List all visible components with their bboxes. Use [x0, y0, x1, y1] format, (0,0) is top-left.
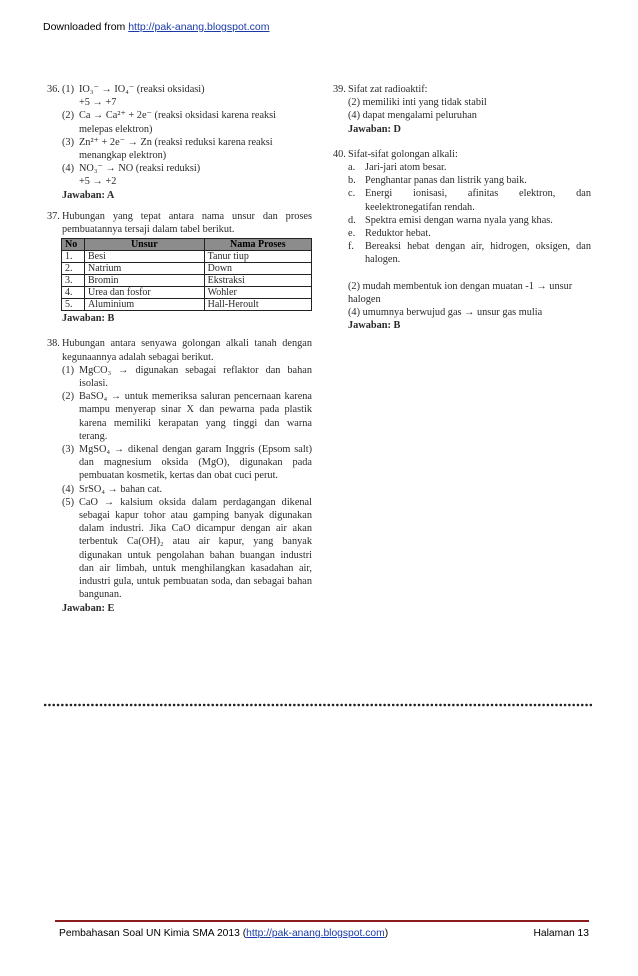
page-footer: Pembahasan Soal UN Kimia SMA 2013 (http://pak-anang.blogspot.com) Halaman 13	[59, 928, 589, 939]
table-row: 1. Besi Tanur tiup	[62, 251, 312, 263]
list-item: (5) CaO → kalsium oksida dalam perdagangan dikenal sebagai kapur tohor atau gamping banyak digunakan dalam industri. Jika CaO dicampur dengan air akan terbentuk Ca(OH)₂ atau air kapur, yang banyak digunakan untuk pengolahan bahan buangan industri dan air limbah, untuk menghilangkan kasadahan air, industri gula, untuk pembuatan soda, dan sebagai bahan bangunan.	[62, 496, 312, 601]
footer-title: Pembahasan Soal UN Kimia SMA 2013 (	[59, 928, 247, 939]
list-item: (4) dapat mengalami peluruhan	[348, 110, 477, 122]
list-item: (2) BaSO₄ → untuk memeriksa saluran pencernaan karena mampu menyerap sinar X dan pewarna pada plastik karena memiliki kerapatan yang tinggi dan warna terang.	[62, 391, 312, 442]
list-item: b. Penghantar panas dan listrik yang baik.	[348, 175, 527, 187]
question-39	[333, 83, 591, 136]
column-header: Unsur	[85, 239, 205, 251]
list-item-sub: melepas elektron)	[79, 123, 153, 135]
list-item: (4) umumnya berwujud gas → unsur gas mulia	[348, 307, 543, 319]
dotted-divider	[43, 703, 592, 707]
question-number: 39.	[333, 84, 346, 95]
list-item-sub: +5 → +7	[79, 97, 117, 109]
column-header: No	[62, 239, 85, 251]
question-number: 36.	[47, 84, 60, 95]
list-item: (3) MgSO₄ → dikenal dengan garam Inggris (Epsom salt) dan magnesium oksida (MgO), digunakan pada pembuatan kosmetik, kertas dan obat cuci perut.	[62, 444, 312, 482]
table-row: 4. Urea dan fosfor Wohler	[62, 287, 312, 299]
header-link[interactable]: http://pak-anang.blogspot.com	[128, 21, 270, 33]
list-item: e. Reduktor hebat.	[348, 228, 431, 240]
question-number: 37.	[47, 210, 60, 222]
question-37	[47, 210, 312, 326]
process-table	[61, 238, 312, 311]
answer: Jawaban: D	[348, 123, 401, 135]
footer-rule	[55, 920, 589, 922]
table-header-row	[62, 239, 312, 251]
question-text: Hubungan antara senyawa golongan alkali tanah dengan kegunaannya adalah sebagai berikut.	[62, 338, 312, 363]
answer: Jawaban: B	[348, 320, 401, 332]
footer-link[interactable]: http://pak-anang.blogspot.com	[246, 928, 385, 939]
page-number: Halaman 13	[533, 928, 589, 939]
left-column	[47, 83, 312, 623]
question-40	[333, 148, 591, 333]
page-header	[43, 21, 269, 33]
table-row: 5. Aluminium Hall-Heroult	[62, 299, 312, 311]
list-item: (4) SrSO₄ → bahan cat.	[62, 483, 163, 495]
question-number: 40.	[333, 148, 346, 160]
question-text: Hubungan yang tepat antara nama unsur dan proses pembuatannya tersaji dalam tabel berikut.	[62, 210, 312, 236]
header-prefix: Downloaded from	[43, 21, 129, 33]
question-text: Sifat-sifat golongan alkali:	[348, 148, 458, 160]
list-item: f. Bereaksi hebat dengan air, hidrogen, oksigen, dan halogen.	[348, 241, 591, 266]
column-header: Nama Proses	[204, 239, 311, 251]
question-36	[47, 83, 312, 202]
right-column	[333, 83, 591, 340]
list-item: (2) memiliki inti yang tidak stabil	[348, 97, 487, 109]
answer: Jawaban: E	[62, 602, 115, 614]
list-item: (3) Zn²⁺ + 2e⁻ → Zn (reaksi reduksi karena reaksi	[62, 136, 273, 148]
list-item: (2) Ca → Ca²⁺ + 2e⁻ (reaksi oksidasi karena reaksi	[62, 110, 277, 122]
answer: Jawaban: A	[62, 189, 115, 201]
question-38	[47, 337, 312, 614]
question-text: Sifat zat radioaktif:	[348, 84, 428, 95]
list-item: (4) NO₃⁻ → NO (reaksi reduksi)	[62, 163, 201, 175]
list-item: (2) mudah membentuk ion dengan muatan -1 → unsur halogen	[348, 280, 573, 305]
table-row: 3. Bromin Ekstraksi	[62, 275, 312, 287]
list-item: (1) MgCO₃ → digunakan sebagai reflaktor dan bahan isolasi.	[62, 364, 312, 390]
list-item: c. Energi ionisasi, afinitas elektron, dan keelektronegatifan rendah.	[348, 188, 591, 213]
answer: Jawaban: B	[62, 313, 115, 325]
list-item-sub: +5 → +2	[79, 176, 117, 188]
list-item-sub: menangkap elektron)	[79, 150, 167, 162]
list-item: (1) IO₃⁻ → IO₄⁻ (reaksi oksidasi)	[62, 84, 205, 95]
list-item: d. Spektra emisi dengan warna nyala yang khas.	[348, 214, 553, 226]
list-item: a. Jari-jari atom besar.	[348, 162, 447, 174]
table-row: 2. Natrium Down	[62, 263, 312, 275]
question-number: 38.	[47, 338, 60, 350]
